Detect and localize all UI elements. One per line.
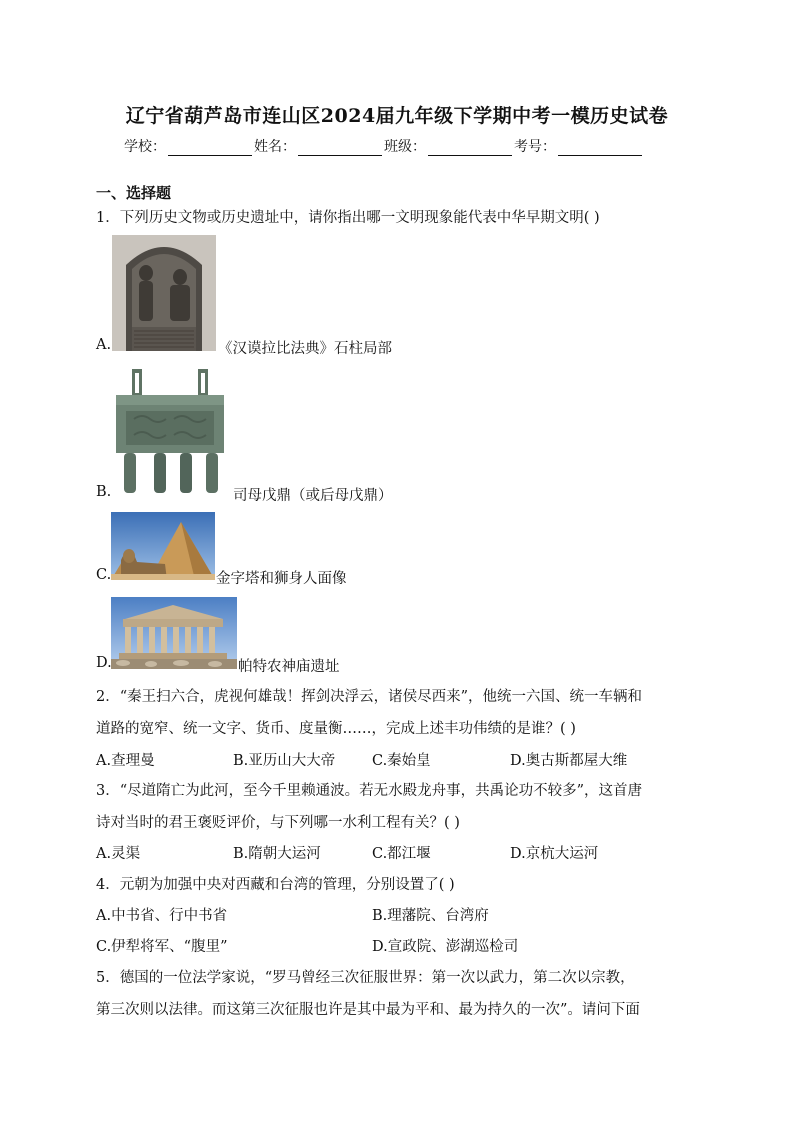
q4-option-b[interactable]: B.理藩院、台湾府 [372,908,489,924]
name-blank[interactable] [298,140,382,156]
q3-option-b[interactable]: B.隋朝大运河 [233,846,321,862]
q1-option-d-letter[interactable]: D. [96,655,112,671]
q3-option-c[interactable]: C.都江堰 [372,846,431,862]
student-info-line [124,136,644,156]
pyramid-sphinx-image [111,512,215,580]
section-heading: 一、选择题 [96,184,172,202]
q1-option-b-caption: 司母戊鼎（或后母戊鼎） [233,488,393,504]
question-5-line-2: 第三次则以法律。而这第三次征服也许是其中最为平和、最为持久的一次”。请问下面 [96,1002,640,1018]
q3-option-a[interactable]: A.灵渠 [96,846,141,862]
q2-option-c[interactable]: C.秦始皇 [372,753,431,769]
parthenon-image [111,597,237,669]
name-label: 姓名： [254,139,296,155]
q1-option-a-letter[interactable]: A. [96,337,112,353]
q1-option-b-letter[interactable]: B. [96,484,112,500]
q1-option-c-letter[interactable]: C. [96,567,112,583]
question-4-stem: 4．元朝为加强中央对西藏和台湾的管理，分别设置了( ) [96,877,455,893]
q4-option-d[interactable]: D.宣政院、澎湖巡检司 [372,939,519,955]
bronze-ding-image [110,365,230,497]
question-3-line-1: 3．“尽道隋亡为此河，至今千里赖通波。若无水殿龙舟事，共禹论功不较多”，这首唐 [96,783,643,799]
q4-option-c[interactable]: C.伊犁将军、“腹里” [96,939,228,955]
q1-option-d-caption: 帕特农神庙遗址 [238,659,340,675]
q2-option-b[interactable]: B.亚历山大大帝 [233,753,336,769]
question-2-line-2: 道路的宽窄、统一文字、货币、度量衡……，完成上述丰功伟绩的是谁？( ) [96,721,576,737]
school-label: 学校： [124,139,166,155]
question-1-stem: 1．下列历史文物或历史遗址中，请你指出哪一文明现象能代表中华早期文明( ) [96,210,600,226]
number-blank[interactable] [558,140,642,156]
q1-option-a-caption: 《汉谟拉比法典》石柱局部 [218,341,392,357]
question-5-line-1: 5．德国的一位法学家说，“罗马曾经三次征服世界：第一次以武力，第二次以宗教， [96,970,635,986]
class-blank[interactable] [428,140,512,156]
question-3-line-2: 诗对当时的君王褒贬评价，与下列哪一水利工程有关？( ) [96,815,460,831]
q2-option-a[interactable]: A.查理曼 [96,753,155,769]
q4-option-a[interactable]: A.中书省、行中书省 [96,908,228,924]
exam-title: 辽宁省葫芦岛市连山区2024届九年级下学期中考一模历史试卷 [125,105,669,127]
class-label: 班级： [384,139,426,155]
hammurabi-stele-image [112,235,216,351]
question-2-line-1: 2．“秦王扫六合，虎视何雄哉！挥剑决浮云，诸侯尽西来”，他统一六国、统一车辆和 [96,689,643,705]
q1-option-c-caption: 金字塔和狮身人面像 [216,571,347,587]
school-blank[interactable] [168,140,252,156]
number-label: 考号： [514,139,556,155]
q2-option-d[interactable]: D.奥古斯都屋大维 [510,753,628,769]
q3-option-d[interactable]: D.京杭大运河 [510,846,599,862]
